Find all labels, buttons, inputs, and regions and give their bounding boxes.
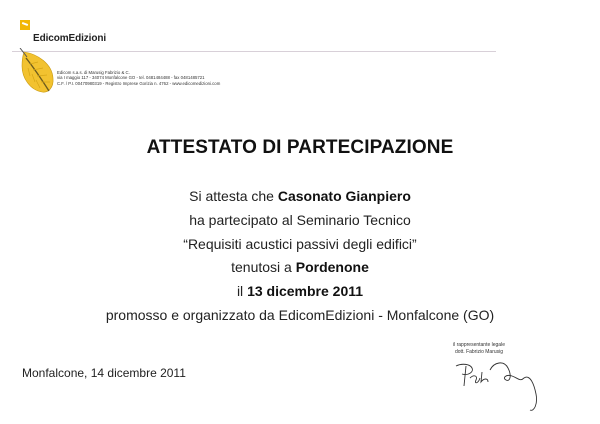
attestation-prefix: Si attesta che xyxy=(189,188,278,204)
brand-name: EdicomEdizioni xyxy=(33,33,107,44)
certificate-body xyxy=(0,185,600,328)
date-prefix: il xyxy=(236,283,248,300)
participant-name: Casonato Gianpiero xyxy=(277,188,411,204)
company-info xyxy=(57,70,220,86)
location-line xyxy=(0,256,600,280)
company-info-line: via I maggio 117 - 34074 Monfalcone GO - tel. 0481484488 - fax 0481485721 xyxy=(57,75,205,81)
participation-line: ha partecipato al Seminario Tecnico xyxy=(189,211,411,228)
logo-icon xyxy=(20,20,30,30)
event-location: Pordenone xyxy=(295,259,369,276)
attestation-line xyxy=(0,185,600,209)
location-prefix: tenutosi a xyxy=(231,259,296,276)
legal-rep-name: dott. Fabrizio Marusig xyxy=(454,348,504,355)
header-divider xyxy=(12,51,496,52)
company-info-line: Edicom s.a.s. di Marusig Fabrizio & C. xyxy=(57,70,130,75)
seminar-title: “Requisiti acustici passivi degli edifici” xyxy=(183,235,417,252)
organizer-line: promosso e organizzato da EdicomEdizioni - Monfalcone (GO) xyxy=(105,306,495,323)
date-line xyxy=(0,280,600,304)
leaf-icon xyxy=(16,48,56,94)
legal-rep-role: il rappresentante legale xyxy=(453,342,505,348)
place-date: Monfalcone, 14 dicembre 2011 xyxy=(22,366,186,380)
certificate-title: ATTESTATO DI PARTECIPAZIONE xyxy=(146,137,454,158)
event-date: 13 dicembre 2011 xyxy=(247,283,364,300)
signature-icon xyxy=(454,360,544,416)
company-info-line: C.F. / P.I. 00470980319 - Registro Imprese Gorizia n. 4762 - www.edicomedizioni.com xyxy=(57,80,221,86)
legal-representative xyxy=(444,342,514,355)
